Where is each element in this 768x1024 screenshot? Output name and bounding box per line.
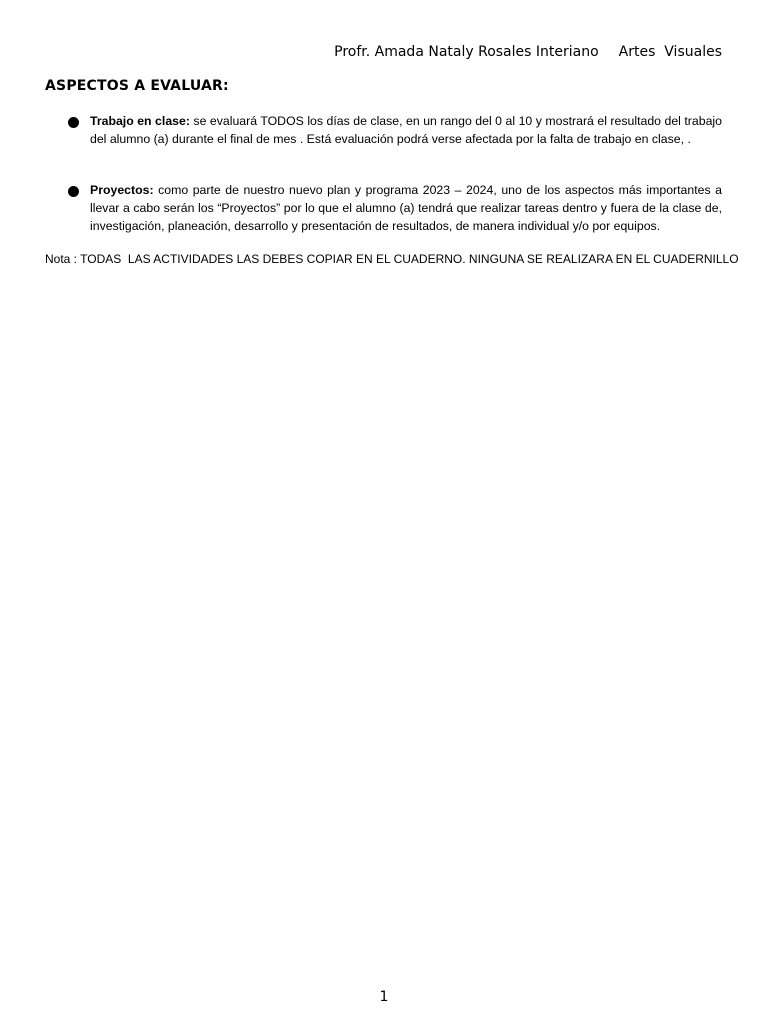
bullet-icon xyxy=(68,186,79,197)
item-term: Proyectos: xyxy=(90,183,154,197)
section-title: ASPECTOS A EVALUAR: xyxy=(45,78,229,94)
item-text: como parte de nuestro nuevo plan y programa 2023 – 2024, uno de los aspectos más importantes a llevar a cabo serán los “Proyectos” por lo que el alumno (a) tendrá que realizar tareas dentro y fuera de la clase de, investigación, planeación, desarrollo y presentación de resultados, de manera individual y/o por equipos. xyxy=(90,183,722,233)
page-header xyxy=(334,44,722,60)
page-number: 1 xyxy=(379,989,389,1005)
teacher-name: Profr. Amada Nataly Rosales Interiano xyxy=(334,44,599,60)
item-text: se evaluará TODOS los días de clase, en un rango del 0 al 10 y mostrará el resultado del trabajo del alumno (a) durante el final de mes . Está evaluación podrá verse afectada por la falta de trabajo en clase, . xyxy=(90,114,722,146)
bullet-icon xyxy=(68,117,79,128)
subject-name: Artes Visuales xyxy=(618,44,722,60)
note-text: Nota : TODAS LAS ACTIVIDADES LAS DEBES COPIAR EN EL CUADERNO. NINGUNA SE REALIZARA EN EL CUADERNILLO xyxy=(45,252,739,266)
list-item-proyectos xyxy=(90,181,722,235)
list-item-trabajo-en-clase xyxy=(90,112,722,148)
item-term: Trabajo en clase: xyxy=(90,114,190,128)
